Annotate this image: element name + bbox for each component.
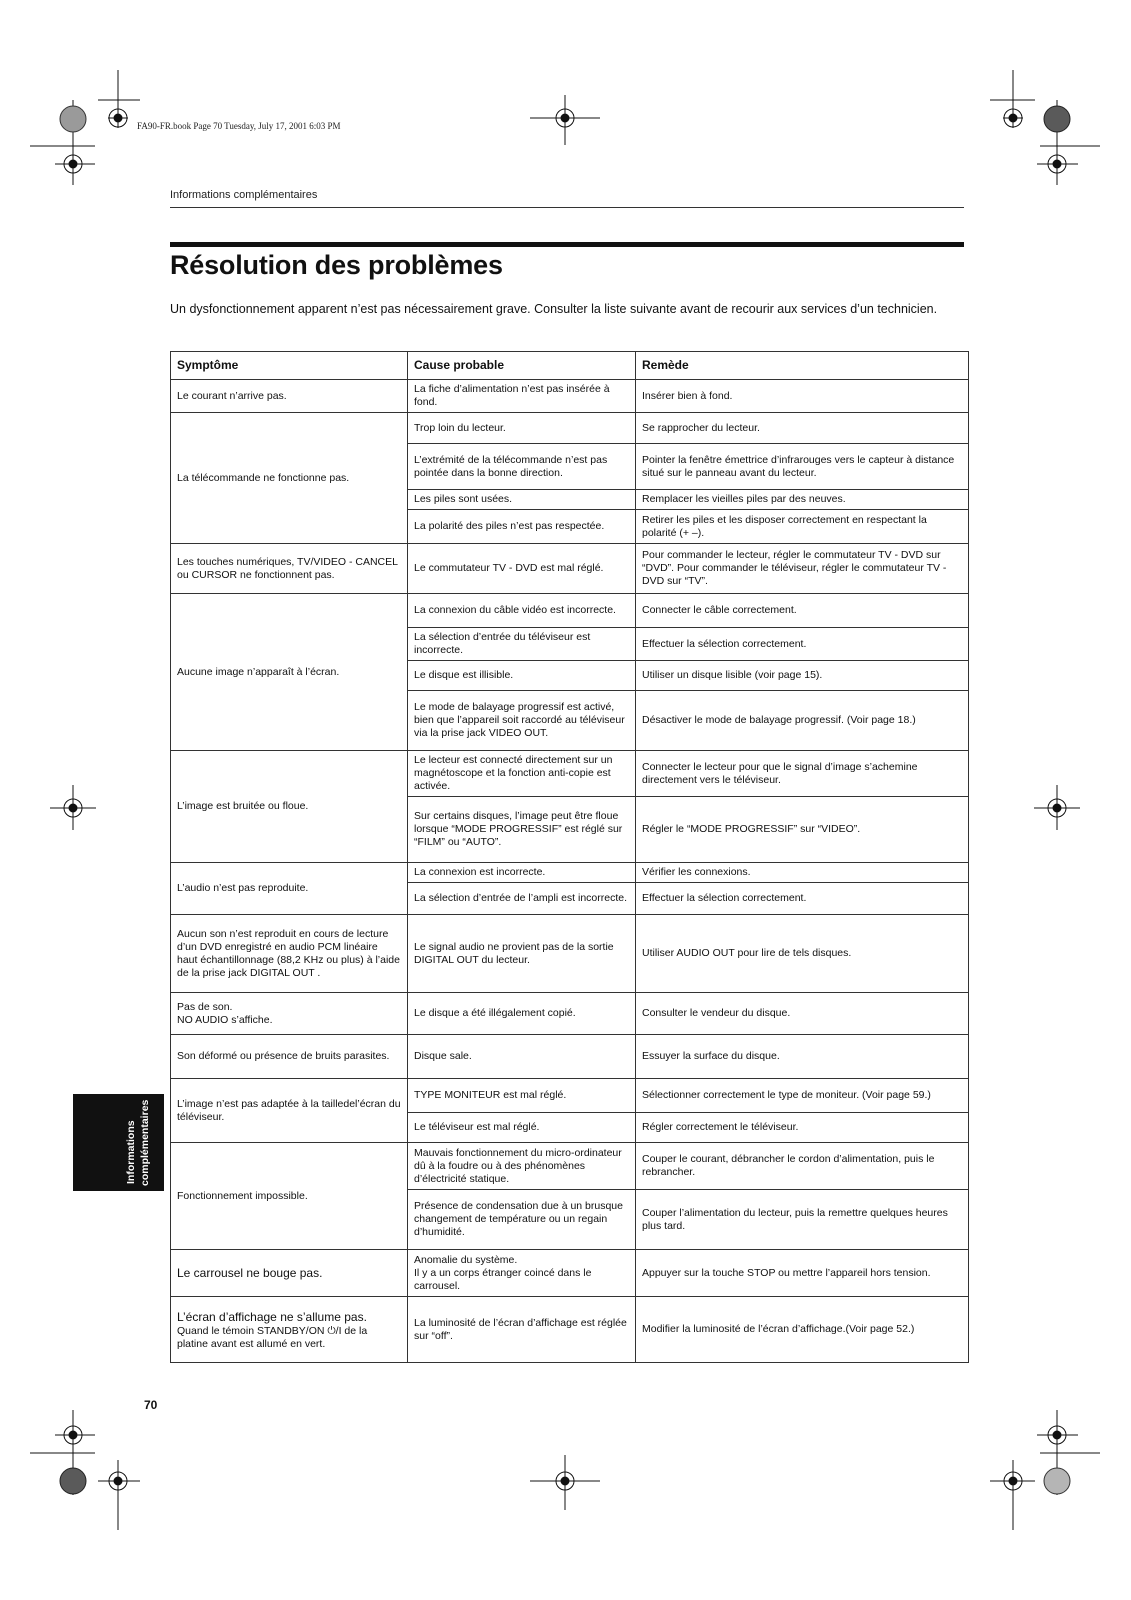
- remedy-cell: Régler correctement le téléviseur.: [636, 1113, 969, 1143]
- table-row: [171, 1035, 969, 1079]
- symptom-cell: [171, 1143, 408, 1250]
- remedy-cell: Couper le courant, débrancher le cordon d’alimentation, puis le rebrancher.: [636, 1143, 969, 1190]
- symptom-text: L’écran d’affichage ne s’allume pas.: [177, 1309, 367, 1324]
- cause-cell: Le mode de balayage progressif est activé, bien que l’appareil soit raccordé au téléviseur via la prise jack VIDEO OUT.: [408, 691, 636, 751]
- symptom-text: Son déformé ou présence de bruits parasites.: [177, 1050, 390, 1062]
- cause-cell: L’extrémité de la télécommande n’est pas pointée dans la bonne direction.: [408, 444, 636, 490]
- book-file-line: FA90-FR.book Page 70 Tuesday, July 17, 2001 6:03 PM: [137, 121, 341, 131]
- cause-cell: Le disque est illisible.: [408, 661, 636, 691]
- remedy-cell: Pointer la fenêtre émettrice d’infrarouges vers le capteur à distance situé sur le panneau avant du lecteur.: [636, 444, 969, 490]
- cause-cell: La connexion du câble vidéo est incorrecte.: [408, 594, 636, 628]
- symptom-cell: [171, 413, 408, 544]
- cause-cell: Anomalie du système. Il y a un corps étranger coincé dans le carrousel.: [408, 1250, 636, 1297]
- remedy-cell: Pour commander le lecteur, régler le commutateur TV - DVD sur “DVD”. Pour commander le téléviseur, régler le commutateur TV - DVD sur “TV”.: [636, 544, 969, 594]
- table-row: [171, 751, 969, 797]
- symptom-text: Les touches numériques, TV/VIDEO - CANCEL ou CURSOR ne fonctionnent pas.: [177, 555, 398, 581]
- remedy-cell: Effectuer la sélection correctement.: [636, 883, 969, 915]
- symptom-cell: [171, 594, 408, 751]
- symptom-note: Quand le témoin STANDBY/ON ⏻/I de la platine avant est allumé en vert.: [177, 1324, 368, 1350]
- title-rule: [170, 242, 964, 247]
- remedy-cell: Utiliser AUDIO OUT pour lire de tels disques.: [636, 915, 969, 993]
- remedy-cell: Sélectionner correctement le type de moniteur. (Voir page 59.): [636, 1079, 969, 1113]
- remedy-cell: Utiliser un disque lisible (voir page 15).: [636, 661, 969, 691]
- symptom-cell: [171, 915, 408, 993]
- symptom-text: L’image est bruitée ou floue.: [177, 800, 309, 812]
- table-row: [171, 863, 969, 883]
- remedy-cell: Désactiver le mode de balayage progressif. (Voir page 18.): [636, 691, 969, 751]
- cause-cell: La polarité des piles n’est pas respectée.: [408, 510, 636, 544]
- symptom-text: Aucun son n’est reproduit en cours de lecture d’un DVD enregistré en audio PCM linéaire haut échantillonnage (88,2 KHz ou plus) à l’aide de la prise jack DIGITAL OUT .: [177, 927, 400, 979]
- remedy-cell: Connecter le lecteur pour que le signal d’image s’achemine directement vers le téléviseur.: [636, 751, 969, 797]
- troubleshooting-table: [170, 351, 969, 1363]
- side-tab-line2: complémentaires: [139, 1099, 151, 1186]
- symptom-cell: [171, 751, 408, 863]
- remedy-cell: Appuyer sur la touche STOP ou mettre l’appareil hors tension.: [636, 1250, 969, 1297]
- symptom-cell: [171, 1297, 408, 1363]
- running-header: Informations complémentaires: [170, 189, 318, 201]
- header-cause: Cause probable: [408, 352, 636, 380]
- table-body: [171, 380, 969, 1363]
- remedy-cell: Vérifier les connexions.: [636, 863, 969, 883]
- symptom-cell: [171, 1079, 408, 1143]
- cause-cell: La sélection d’entrée du téléviseur est incorrecte.: [408, 628, 636, 661]
- header-symptom: Symptôme: [171, 352, 408, 380]
- cause-cell: Trop loin du lecteur.: [408, 413, 636, 444]
- remedy-cell: Modifier la luminosité de l’écran d’affichage.(Voir page 52.): [636, 1297, 969, 1363]
- cause-cell: La sélection d’entrée de l’ampli est incorrecte.: [408, 883, 636, 915]
- remedy-cell: Consulter le vendeur du disque.: [636, 993, 969, 1035]
- symptom-cell: [171, 863, 408, 915]
- cause-cell: La luminosité de l’écran d’affichage est réglée sur “off”.: [408, 1297, 636, 1363]
- remedy-cell: Essuyer la surface du disque.: [636, 1035, 969, 1079]
- cause-cell: Le signal audio ne provient pas de la sortie DIGITAL OUT du lecteur.: [408, 915, 636, 993]
- remedy-cell: Retirer les piles et les disposer correctement en respectant la polarité (+ –).: [636, 510, 969, 544]
- symptom-text: L’image n’est pas adaptée à la tailledel’écran du téléviseur.: [177, 1097, 401, 1123]
- cause-cell: Mauvais fonctionnement du micro-ordinateur dû à la foudre ou à des phénomènes d’électricité statique.: [408, 1143, 636, 1190]
- table-row: [171, 594, 969, 628]
- page-title: Résolution des problèmes: [170, 250, 503, 280]
- remedy-cell: Se rapprocher du lecteur.: [636, 413, 969, 444]
- remedy-cell: Effectuer la sélection correctement.: [636, 628, 969, 661]
- cause-cell: Sur certains disques, l’image peut être floue lorsque “MODE PROGRESSIF” est réglé sur “FILM” ou “AUTO”.: [408, 797, 636, 863]
- cause-cell: TYPE MONITEUR est mal réglé.: [408, 1079, 636, 1113]
- symptom-text: L’audio n’est pas reproduite.: [177, 882, 309, 894]
- table-row: [171, 413, 969, 444]
- cause-cell: Disque sale.: [408, 1035, 636, 1079]
- table-row: [171, 1250, 969, 1297]
- symptom-cell: [171, 380, 408, 413]
- table-row: [171, 915, 969, 993]
- cause-cell: Le disque a été illégalement copié.: [408, 993, 636, 1035]
- cause-cell: Les piles sont usées.: [408, 490, 636, 510]
- symptom-text: Fonctionnement impossible.: [177, 1189, 308, 1202]
- symptom-text: Pas de son. NO AUDIO s’affiche.: [177, 1000, 273, 1026]
- table-row: [171, 380, 969, 413]
- symptom-cell: [171, 1250, 408, 1297]
- cause-cell: La connexion est incorrecte.: [408, 863, 636, 883]
- table-header-row: [171, 352, 969, 380]
- symptom-cell: [171, 544, 408, 594]
- table-row: [171, 1297, 969, 1363]
- side-section-tab: [73, 1094, 164, 1191]
- cause-cell: La fiche d’alimentation n’est pas insérée à fond.: [408, 380, 636, 413]
- remedy-cell: Régler le “MODE PROGRESSIF” sur “VIDEO”.: [636, 797, 969, 863]
- header-rule: [170, 207, 964, 208]
- cause-cell: Le commutateur TV - DVD est mal réglé.: [408, 544, 636, 594]
- header-remedy: Remède: [636, 352, 969, 380]
- table-row: [171, 1143, 969, 1190]
- table-row: [171, 993, 969, 1035]
- symptom-text: Le courant n’arrive pas.: [177, 389, 287, 402]
- symptom-text: Le carrousel ne bouge pas.: [177, 1266, 323, 1280]
- cause-cell: Le téléviseur est mal réglé.: [408, 1113, 636, 1143]
- remedy-cell: Insérer bien à fond.: [636, 380, 969, 413]
- symptom-cell: [171, 993, 408, 1035]
- cause-cell: Présence de condensation due à un brusque changement de température ou un regain d’humidité.: [408, 1190, 636, 1250]
- side-tab-line1: Informations: [125, 1120, 137, 1184]
- intro-paragraph: Un dysfonctionnement apparent n’est pas nécessairement grave. Consulter la liste suivante avant de recourir aux services d’un technicien.: [170, 302, 938, 316]
- symptom-text: Aucune image n’apparaît à l’écran.: [177, 665, 340, 678]
- remedy-cell: Remplacer les vieilles piles par des neuves.: [636, 490, 969, 510]
- symptom-cell: [171, 1035, 408, 1079]
- remedy-cell: Connecter le câble correctement.: [636, 594, 969, 628]
- cause-cell: Le lecteur est connecté directement sur un magnétoscope et la fonction anti-copie est activée.: [408, 751, 636, 797]
- remedy-cell: Couper l’alimentation du lecteur, puis la remettre quelques heures plus tard.: [636, 1190, 969, 1250]
- table-row: [171, 1079, 969, 1113]
- symptom-text: La télécommande ne fonctionne pas.: [177, 471, 350, 484]
- table-row: [171, 544, 969, 594]
- page-number: 70: [144, 1398, 158, 1412]
